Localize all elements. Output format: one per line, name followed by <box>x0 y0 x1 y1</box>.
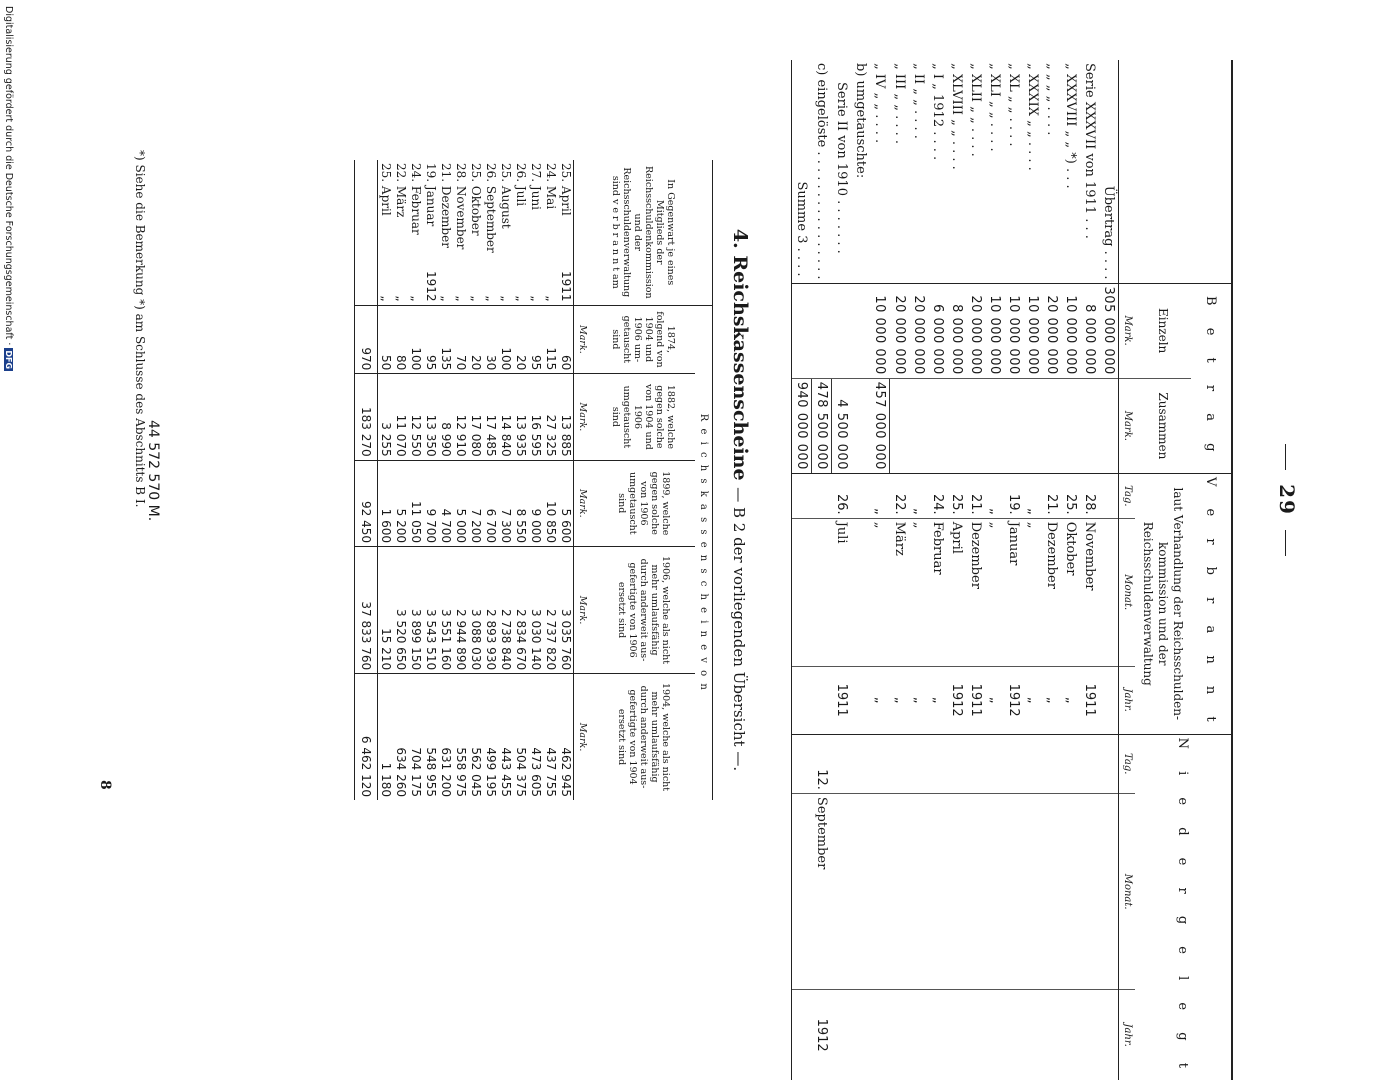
monat-value: Juli <box>832 518 852 666</box>
value-1906: 3 035 760 <box>558 547 574 674</box>
zusammen-value <box>1042 378 1061 473</box>
row-label: „ „ „ „ . . . . <box>1044 63 1059 136</box>
jahr-value: „ <box>1061 666 1080 734</box>
tag-value: 19. <box>1004 473 1023 518</box>
value-1874: 50 <box>378 305 394 374</box>
row-label: „ XLII „ „ . . . . <box>968 63 983 157</box>
monat-value: Februar <box>928 518 947 666</box>
value-1904: 558 975 <box>453 674 468 800</box>
value-1899: 5 200 <box>393 460 408 546</box>
niedergelegt-monat <box>985 793 1004 989</box>
tag-unit: Tag. <box>1119 734 1136 793</box>
einzeln-value: 10 000 000 <box>1004 283 1023 378</box>
monat-unit: Monat. <box>1119 518 1136 666</box>
value-1906: 3 543 510 <box>423 547 438 674</box>
table-row <box>928 60 947 1080</box>
niedergelegt-jahr <box>909 990 928 1080</box>
jahr-value: 1911 <box>966 666 985 734</box>
value-1874: 95 <box>423 305 438 374</box>
value-1899: 5 600 <box>558 460 574 546</box>
niedergelegt-jahr <box>1023 990 1042 1080</box>
niedergelegt-tag <box>890 734 910 793</box>
year-value: „ <box>544 295 558 302</box>
table-row <box>792 60 812 1080</box>
table-row <box>1004 60 1023 1080</box>
niedergelegt-monat <box>909 793 928 989</box>
niedergelegt-jahr <box>1080 990 1099 1080</box>
row-label: c) eingelöste . . . . . . . . . . . . . . . . <box>814 63 829 280</box>
table-row <box>483 160 498 800</box>
tag-value: 26. <box>832 473 852 518</box>
niedergelegt-monat <box>1042 793 1061 989</box>
value-1899: 8 550 <box>513 460 528 546</box>
niedergelegt-tag <box>947 734 966 793</box>
betrag-header: B e t r a g <box>1191 283 1232 473</box>
date-value: 24. Mai <box>544 163 558 210</box>
jahr-value: „ <box>909 666 928 734</box>
row-label: „ XLVIII „ „ . . . . <box>949 63 964 170</box>
table-row <box>909 60 928 1080</box>
zusammen-value <box>966 378 985 473</box>
table-row <box>1061 60 1080 1080</box>
table-row <box>453 160 468 800</box>
value-1874: 60 <box>558 305 574 374</box>
year-value: „ <box>379 295 393 302</box>
table-row <box>1080 60 1099 1080</box>
monat-value: März <box>890 518 910 666</box>
einzeln-header: Einzeln <box>1135 283 1191 378</box>
value-1904: 473 605 <box>528 674 543 800</box>
value-1882: 17 485 <box>483 374 498 460</box>
jahr-value: 1912 <box>947 666 966 734</box>
niedergelegt-jahr <box>1061 990 1080 1080</box>
tag-unit: Tag. <box>1119 473 1136 518</box>
date-value: 25. August <box>499 163 513 229</box>
niedergelegt-tag <box>1061 734 1080 793</box>
table-row <box>558 160 574 800</box>
tag-value: 28. <box>1080 473 1099 518</box>
value-1904: 1 180 <box>378 674 394 800</box>
mark-unit: Mark. <box>574 674 592 800</box>
tag-value: „ <box>1023 473 1042 518</box>
mark-unit: Mark. <box>574 374 592 460</box>
summe-label: Summe 3 . . . . <box>792 60 812 283</box>
zusammen-value <box>985 378 1004 473</box>
value-1882: 12 910 <box>453 374 468 460</box>
tag-value: „ <box>985 473 1004 518</box>
value-1882: 13 885 <box>558 374 574 460</box>
jahr-value: „ <box>928 666 947 734</box>
sheet-number: 8 <box>97 780 113 790</box>
value-1874: 135 <box>438 305 453 374</box>
niedergelegt-monat <box>890 793 910 989</box>
zusammen-value <box>890 378 910 473</box>
value-1899: 6 700 <box>483 460 498 546</box>
value-1874: 115 <box>543 305 558 374</box>
value-1882: 11 070 <box>393 374 408 460</box>
mark-unit: Mark. <box>1119 378 1136 473</box>
value-1906: 3 899 150 <box>408 547 423 674</box>
monat-value: „ <box>909 518 928 666</box>
niedergelegt-tag <box>1080 734 1099 793</box>
value-1904: 634 260 <box>393 674 408 800</box>
year-value: „ <box>439 295 453 302</box>
value-1904: 548 955 <box>423 674 438 800</box>
value-1906: 2 834 670 <box>513 547 528 674</box>
niedergelegt-tag <box>985 734 1004 793</box>
einzeln-value: 8 000 000 <box>947 283 966 378</box>
value-1906: 15 210 <box>378 547 394 674</box>
date-value: 25. Oktober <box>469 163 483 236</box>
table-row <box>832 60 852 1080</box>
table-row <box>812 60 832 1080</box>
date-value: 26. September <box>484 163 498 253</box>
zusammen-value: 4 500 000 <box>832 378 852 473</box>
table-row <box>438 160 453 800</box>
value-1899: 7 200 <box>468 460 483 546</box>
einzeln-value: 10 000 000 <box>1023 283 1042 378</box>
einzeln-value: 305 000 000 <box>1099 283 1119 378</box>
niedergelegt-monat <box>966 793 985 989</box>
value-1906: 2 893 930 <box>483 547 498 674</box>
value-1899: 7 300 <box>498 460 513 546</box>
group-header: R e i c h s k a s s e n s c h e i n e v o n <box>695 305 713 800</box>
einzeln-value: 10 000 000 <box>985 283 1004 378</box>
value-1904: 562 045 <box>468 674 483 800</box>
value-1899: 4 700 <box>438 460 453 546</box>
value-1874: 80 <box>393 305 408 374</box>
value-1874: 100 <box>498 305 513 374</box>
tag-value: „ <box>870 473 890 518</box>
row-label: „ XXXVIII „ „ *) . . . <box>1063 63 1078 189</box>
year-value: 1912 <box>424 271 438 302</box>
year-value: „ <box>529 295 543 302</box>
value-1904: 631 200 <box>438 674 453 800</box>
niedergelegt-monat <box>947 793 966 989</box>
value-1874: 70 <box>453 305 468 374</box>
section-title: 4. Reichskassenscheine <box>729 228 751 481</box>
row-label: „ XL „ „ . . . . <box>1006 63 1021 147</box>
value-1904: 462 945 <box>558 674 574 800</box>
niedergelegt-monat <box>1080 793 1099 989</box>
value-1882: 12 550 <box>408 374 423 460</box>
tag-value <box>1099 473 1119 518</box>
value-1906: 2 737 820 <box>543 547 558 674</box>
tag-value: 24. <box>928 473 947 518</box>
jahr-value <box>1099 666 1119 734</box>
col-1904-header: 1904, welche als nicht mehr umlaufsfähig durch anderweit ausgefertigte von 1904 ersetzt sind <box>591 674 694 800</box>
table-row <box>393 160 408 800</box>
table-row <box>947 60 966 1080</box>
jahr-unit: Jahr. <box>1119 666 1136 734</box>
value-1882: 13 350 <box>423 374 438 460</box>
value-1899: 9 700 <box>423 460 438 546</box>
date-value: 22. März <box>394 163 408 218</box>
niedergelegt-jahr <box>947 990 966 1080</box>
year-value: „ <box>499 295 513 302</box>
value-1899: 1 600 <box>378 460 394 546</box>
year-value: „ <box>469 295 483 302</box>
table-row <box>468 160 483 800</box>
value-1882: 8 990 <box>438 374 453 460</box>
value-1904: 499 195 <box>483 674 498 800</box>
section-subtitle: — B 2 der vorliegenden Übersicht —. <box>730 487 748 772</box>
jahr-value: „ <box>985 666 1004 734</box>
tag-value: „ <box>909 473 928 518</box>
monat-value: Dezember <box>966 518 985 666</box>
value-1906: 3 520 650 <box>393 547 408 674</box>
table-row <box>498 160 513 800</box>
date-value: 24. Februar <box>409 163 423 235</box>
value-1882: 27 325 <box>543 374 558 460</box>
table-row <box>966 60 985 1080</box>
row-label: „ III „ „ . . . . <box>891 63 907 145</box>
niedergelegt-jahr <box>966 990 985 1080</box>
verbrannt-subheader: laut Verhandlung der Reichsschuldenkommission und der Reichsschuldenverwaltung <box>1135 473 1191 734</box>
col-1906-header: 1906, welche als nicht mehr umlaufsfähig durch anderweit ausgefertigte von 1906 ersetzt sind <box>591 547 694 674</box>
niedergelegt-tag <box>909 734 928 793</box>
summe-value: 940 000 000 <box>792 378 812 473</box>
tag-value: 22. <box>890 473 910 518</box>
grand-total: 44 572 570 M. <box>145 420 161 522</box>
niedergelegt-tag <box>870 734 890 793</box>
zusammen-header: Zusammen <box>1135 378 1191 473</box>
value-1906: 3 551 160 <box>438 547 453 674</box>
niedergelegt-tag <box>1099 734 1119 793</box>
year-value: „ <box>454 295 468 302</box>
monat-unit: Monat. <box>1119 793 1136 989</box>
zusammen-value <box>1004 378 1023 473</box>
zusammen-value <box>1023 378 1042 473</box>
jahr-unit: Jahr. <box>1119 990 1136 1080</box>
total-1906: 37 833 760 <box>355 547 378 674</box>
niedergelegt-monat <box>1004 793 1023 989</box>
value-1904: 704 175 <box>408 674 423 800</box>
zusammen-value: 457 000 000 <box>870 378 890 473</box>
einzeln-value: 10 000 000 <box>1061 283 1080 378</box>
date-value: 28. November <box>454 163 468 250</box>
table-row <box>513 160 528 800</box>
mark-unit: Mark. <box>574 305 592 374</box>
date-value: 27. Juni <box>529 163 543 211</box>
dfg-logo: DFG <box>4 350 13 370</box>
monat-value: April <box>947 518 966 666</box>
niedergelegt-jahr <box>985 990 1004 1080</box>
mark-unit: Mark. <box>1119 283 1136 378</box>
einzeln-value: 20 000 000 <box>890 283 910 378</box>
niedergelegt-tag <box>928 734 947 793</box>
mark-unit: Mark. <box>574 547 592 674</box>
monat-value <box>1099 518 1119 666</box>
monat-value: Januar <box>1004 518 1023 666</box>
table-row <box>1042 60 1061 1080</box>
jahr-value: 1911 <box>832 666 852 734</box>
niedergelegt-tag <box>1042 734 1061 793</box>
table-row <box>543 160 558 800</box>
date-value: 19. Januar <box>424 163 438 227</box>
zusammen-value <box>947 378 966 473</box>
einzeln-value: 8 000 000 <box>1080 283 1099 378</box>
jahr-value: „ <box>870 666 890 734</box>
value-1899: 9 000 <box>528 460 543 546</box>
date-value: 21. Dezember <box>439 163 453 248</box>
verbrannt-header: V e r b r a n n t <box>1191 473 1232 734</box>
b-label: b) umgetauschte: <box>853 63 868 179</box>
jahr-value: 1911 <box>1080 666 1099 734</box>
row-label: Übertrag . . . . <box>1101 185 1116 280</box>
niedergelegt-jahr <box>928 990 947 1080</box>
zusammen-value <box>928 378 947 473</box>
row-label: „ XXXIX „ „ . . . . <box>1025 63 1040 171</box>
tag-value: 12. <box>812 734 832 793</box>
niedergelegt-monat <box>1023 793 1042 989</box>
value-1874: 95 <box>528 305 543 374</box>
mark-unit: Mark. <box>574 460 592 546</box>
total-1882: 183 270 <box>355 374 378 460</box>
zusammen-value <box>1099 378 1119 473</box>
row-label: „ I „ 1912 . . . . <box>930 63 945 161</box>
total-1874: 970 <box>355 305 378 374</box>
table-row <box>851 60 870 1080</box>
einzeln-value: 20 000 000 <box>966 283 985 378</box>
monat-value: Oktober <box>1061 518 1080 666</box>
jahr-value: „ <box>1042 666 1061 734</box>
einzeln-value: 20 000 000 <box>909 283 928 378</box>
value-1899: 11 050 <box>408 460 423 546</box>
year-value: „ <box>514 295 528 302</box>
niedergelegt-monat <box>1099 793 1119 989</box>
row-label: Serie II von 1910 . . . . . . . <box>833 82 849 254</box>
total-1899: 92 450 <box>355 460 378 546</box>
table-row <box>408 160 423 800</box>
value-1906: 3 030 140 <box>528 547 543 674</box>
securities-table <box>791 60 1233 1080</box>
jahr-value: 1912 <box>1004 666 1023 734</box>
value-1882: 13 935 <box>513 374 528 460</box>
totals-row <box>355 160 378 800</box>
table-row <box>890 60 910 1080</box>
table-row <box>870 60 890 1080</box>
value-1882: 17 080 <box>468 374 483 460</box>
einzeln-value: 6 000 000 <box>928 283 947 378</box>
row-label: „ IV „ „ . . . . <box>872 63 888 144</box>
value-1874: 20 <box>513 305 528 374</box>
niedergelegt-tag <box>966 734 985 793</box>
value-1906: 3 088 030 <box>468 547 483 674</box>
table-row <box>378 160 394 800</box>
row-label: „ II „ „ . . . . <box>911 63 926 139</box>
value-1882: 16 595 <box>528 374 543 460</box>
tag-value: 21. <box>1042 473 1061 518</box>
value-1874: 30 <box>483 305 498 374</box>
niedergelegt-jahr <box>1099 990 1119 1080</box>
value-1899: 5 000 <box>453 460 468 546</box>
jahr-value: „ <box>1023 666 1042 734</box>
year-value: „ <box>409 295 423 302</box>
monat-value: „ <box>870 518 890 666</box>
monat-value: Dezember <box>1042 518 1061 666</box>
niedergelegt-header: N i e d e r g e l e g t <box>1135 734 1232 1080</box>
niedergelegt-tag <box>1023 734 1042 793</box>
verbrannt-am-header: In Gegenwart je eines Mitglieds der Reichsschuldenkommission und der Reichsschuldenverwaltung sind v e r b r a n n t am <box>574 160 713 305</box>
niedergelegt-jahr <box>890 990 910 1080</box>
date-value: 26. Juli <box>514 163 528 207</box>
table-row <box>1023 60 1042 1080</box>
zusammen-value <box>1061 378 1080 473</box>
reichskassenscheine-table <box>354 160 713 800</box>
table-row <box>985 60 1004 1080</box>
jahr-value: „ <box>890 666 910 734</box>
col-1899-header: 1899, welche gegen solche von 1906 umgetauscht sind <box>591 460 694 546</box>
date-value: 25. April <box>379 163 393 216</box>
page-number: 29 <box>1275 0 1299 1000</box>
table-row <box>423 160 438 800</box>
einzeln-value: 10 000 000 <box>870 283 890 378</box>
label-header <box>1119 60 1233 283</box>
col-1874-header: 1874, folgend von 1904 und 1906 umgetauscht sind <box>591 305 694 374</box>
niedergelegt-jahr <box>1042 990 1061 1080</box>
year-value: „ <box>484 295 498 302</box>
value-1874: 100 <box>408 305 423 374</box>
value-1882: 3 255 <box>378 374 394 460</box>
niedergelegt-tag <box>1004 734 1023 793</box>
tag-value: 25. <box>1061 473 1080 518</box>
row-label: „ XLI „ „ . . . . <box>987 63 1002 152</box>
year-value: 1911 <box>559 271 573 302</box>
value-1904: 504 375 <box>513 674 528 800</box>
table-row <box>1099 60 1119 1080</box>
year-value: „ <box>394 295 408 302</box>
section-4-heading <box>729 0 751 1000</box>
table-row <box>528 160 543 800</box>
value-1906: 2 738 840 <box>498 547 513 674</box>
value-1899: 10 850 <box>543 460 558 546</box>
date-value: 25. April <box>559 163 573 216</box>
tag-value: 25. <box>947 473 966 518</box>
value-1904: 443 455 <box>498 674 513 800</box>
niedergelegt-monat <box>870 793 890 989</box>
col-1882-header: 1882, welche gegen solche von 1904 und 1906 umgetauscht sind <box>591 374 694 460</box>
monat-value: „ <box>985 518 1004 666</box>
zusammen-value: 478 500 000 <box>812 378 832 473</box>
niedergelegt-jahr <box>870 990 890 1080</box>
row-label: Serie XXXVII von 1911 . . . <box>1082 63 1097 239</box>
value-1904: 437 755 <box>543 674 558 800</box>
monat-value: September <box>812 793 832 989</box>
monat-value: November <box>1080 518 1099 666</box>
tag-value: 21. <box>966 473 985 518</box>
value-1882: 14 840 <box>498 374 513 460</box>
niedergelegt-monat <box>928 793 947 989</box>
niedergelegt-monat <box>1061 793 1080 989</box>
footnote: *) Siehe die Bemerkung *) am Schlusse des Abschnitts B I. <box>133 150 147 508</box>
credit-text: Digitalisierung gefördert durch die Deutsche Forschungsgemeinschaft · <box>3 6 14 346</box>
value-1874: 20 <box>468 305 483 374</box>
monat-value: „ <box>1023 518 1042 666</box>
jahr-value: 1912 <box>812 990 832 1080</box>
niedergelegt-jahr <box>1004 990 1023 1080</box>
zusammen-value <box>909 378 928 473</box>
value-1906: 2 944 890 <box>453 547 468 674</box>
digitization-credit <box>3 6 14 371</box>
einzeln-value: 20 000 000 <box>1042 283 1061 378</box>
total-1904: 6 462 120 <box>355 674 378 800</box>
zusammen-value <box>1080 378 1099 473</box>
